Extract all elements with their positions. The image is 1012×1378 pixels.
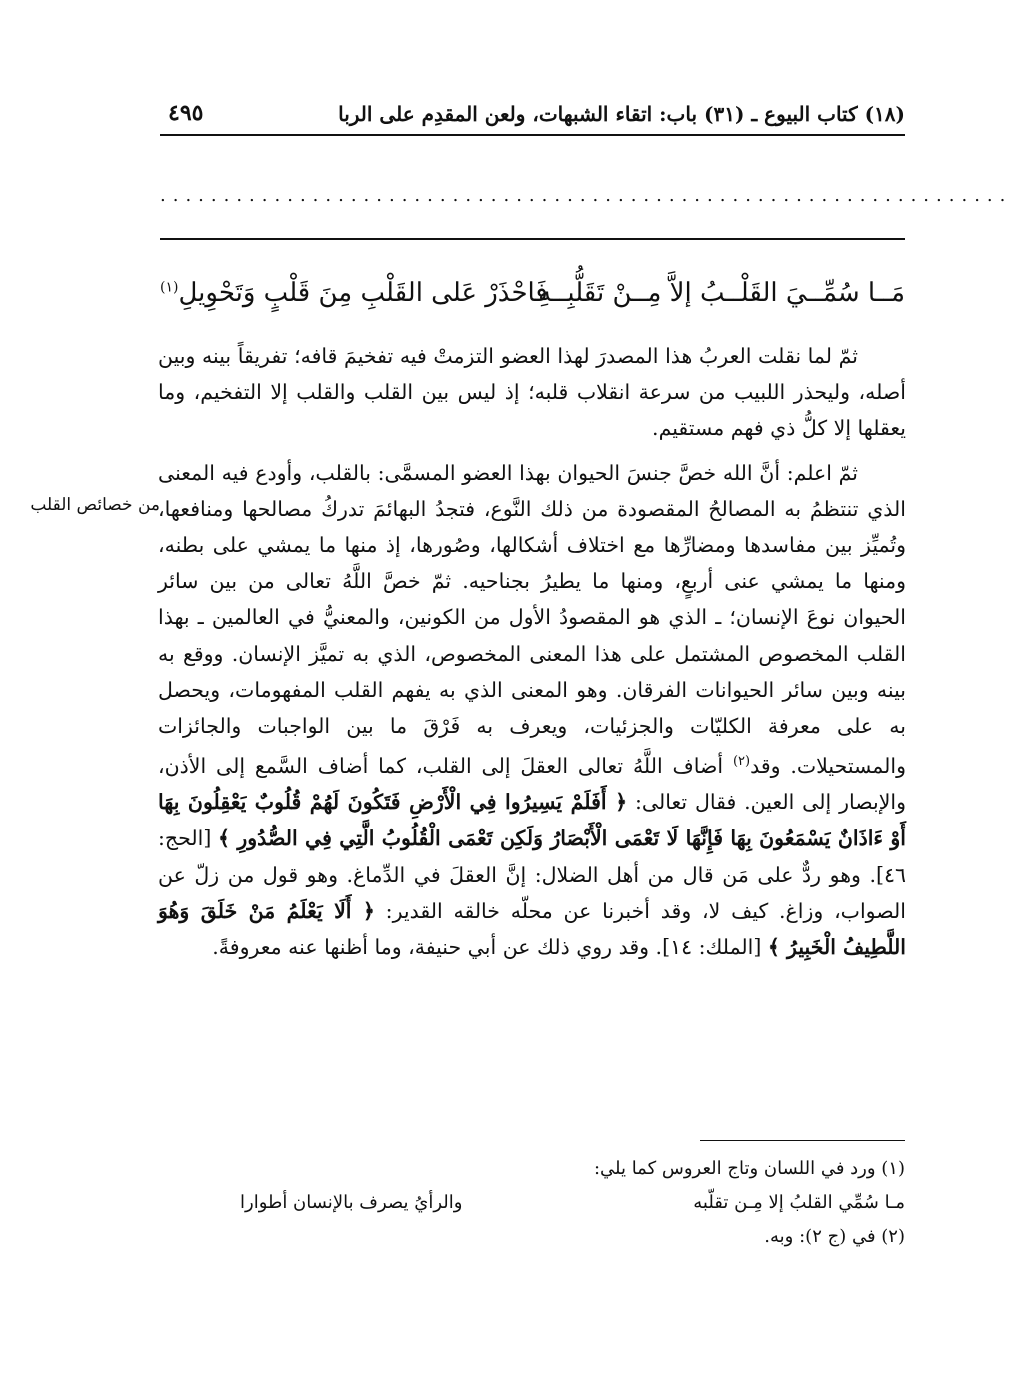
footnote-2: (٢) في (ج ٢): وبه. xyxy=(764,1226,905,1247)
header-rule xyxy=(160,134,905,136)
footnote-1-verse xyxy=(160,1186,905,1220)
quran-quote-mulk: ﴿ أَلَا يَعْلَمُ مَنْ خَلَقَ وَهُوَ اللَّطِيفُ الْخَبِيرُ ﴾ xyxy=(158,898,906,960)
separator-rule xyxy=(160,238,905,240)
paragraph-2-part-d: [الملك: ١٤]. وقد روي ذلك عن أبي حنيفة، وما أظنها عنه معروفةً. xyxy=(212,935,768,960)
footnote-verse-first: مـا سُمِّي القلبُ إلا مِـن تقلّبه xyxy=(693,1192,905,1213)
footnote-ref-1: (١) xyxy=(160,279,179,296)
quran-quote-hajj: ﴿ أَفَلَمْ يَسِيرُوا فِي الْأَرْضِ فَتَكُونَ لَهُمْ قُلُوبٌ يَعْقِلُونَ بِهَا أَوْ ءَاذَانٌ يَسْمَعُونَ بِهَا فَإِنَّهَا لَا تَعْمَى الْأَبْصَارُ وَلَكِن تَعْمَى الْقُلُوبُ الَّتِي فِي الصُّدُورِ ﴾ xyxy=(158,790,906,851)
verse-second-hemistich xyxy=(160,278,548,308)
paragraph-2-part-b: أضاف اللَّهُ تعالى العقلَ إلى القلب، كما أضاف السَّمع إلى الأذن، والإبصار إلى العين. فقال تعالى: xyxy=(158,754,906,815)
paragraph-1: ثمّ لما نقلت العربُ هذا المصدرَ لهذا العضو التزمتْ فيه تفخيمَ قافه؛ تفريقاً بينه وبين أصله، وليحذر اللبيب من سرعة انقلاب قلبه؛ إذ ليس بين القلب والقلب إلا التفخيم، وما يعقلها إلا كلُّ ذي فهم مستقيم. xyxy=(158,344,906,441)
footnote-verse-second: والرأيُ يصرف بالإنسان أطوارا xyxy=(240,1192,463,1213)
footnote-ref-2: (٢) xyxy=(732,754,751,770)
header-title: (١٨) كتاب البيوع ـ (٣١) باب: اتقاء الشبهات، ولعن المقدِم على الربا xyxy=(338,102,905,126)
main-text xyxy=(158,338,906,965)
poetry-verse xyxy=(160,278,905,324)
footnote-1-intro: (١) ورد في اللسان وتاج العروس كما يلي: xyxy=(593,1158,905,1179)
paragraph-2-part-a: ثمّ اعلم: أنَّ الله خصَّ جنسَ الحيوان بهذا العضو المسمَّى: بالقلب، وأودع فيه المعنى الذي تنتظمُ به المصالحُ المقصودة من ذلك النَّوع، فتجدُ البهائمَ تدركُ مصالحها ومنافعها، وتُميِّز بين مفاسدها ومضارِّها مع اختلاف أشكالها، وصُورها، إذ منها ما يمشي على بطنه، ومنها ما يمشي عنى أربعٍ، ومنها ما يطيرُ بجناحيه. ثمّ خصَّ اللَّهُ تعالى من بين سائر الحيوان نوعَ الإنسان؛ ـ الذي هو المقصودُ الأول من الكونين، والمعنيُّ في العالمين ـ بهذا القلب المخصوص المشتمل على هذا المعنى المخصوص، الذي به تميَّز الإنسان. ووقع به بينه وبين سائر الحيوانات الفرقان. وهو المعنى الذي به يفهم القلب المفهومات، ويحصل به على معرفة الكليّات والجزئيات، ويعرف به فَرْقَ ما بين الواجبات والجائزات والمستحيلات. وقد xyxy=(158,460,907,779)
verse-first-hemistich: مَــا سُمِّــيَ القَلْــبُ إلاَّ مِــنْ تَقَلُّبِــهِ xyxy=(538,278,905,308)
paragraph-2 xyxy=(158,455,906,966)
page-number: ٤٩٥ xyxy=(168,100,204,126)
paragraph-2-part-c: [الحج: ٤٦]. وهو ردٌّ على مَن قال من أهل الضلال: إنَّ العقلَ في الدِّماغ. وهو قول من زلّ عن الصواب، وزاغ. كيف لا، وقد أخبرنا عن محلّه خالقه القدير: xyxy=(158,826,906,923)
running-header xyxy=(160,100,905,134)
margin-note: من خصائص القلب xyxy=(30,495,160,515)
verse-second-hemistich-text: فَاحْذَرْ عَلى القَلْبِ مِنَ قَلْبٍ وَتَحْوِيلِ xyxy=(178,278,548,308)
footnote-rule xyxy=(700,1140,905,1141)
ellipsis-line: ................................................................... xyxy=(160,185,1012,206)
footnotes xyxy=(160,1152,905,1254)
